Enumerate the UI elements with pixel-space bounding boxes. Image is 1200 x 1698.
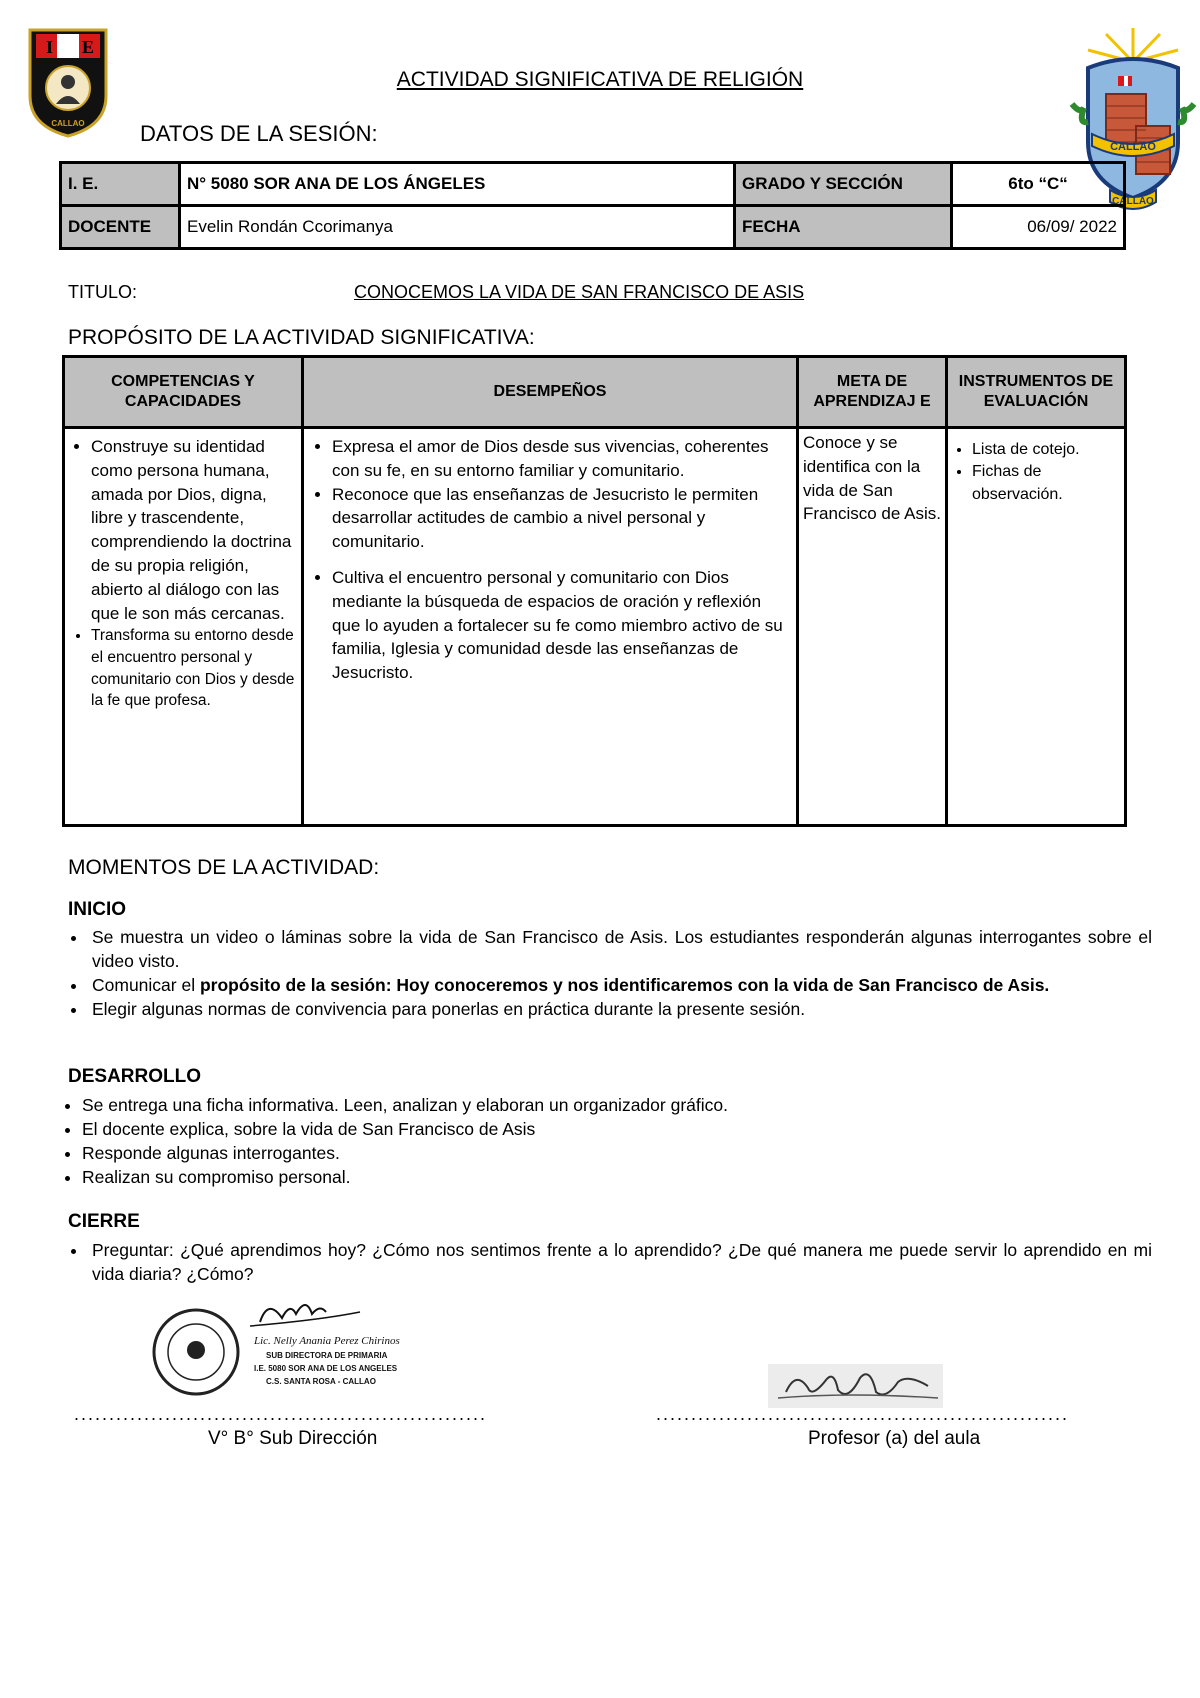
table-row — [61, 163, 1125, 206]
fecha-value: 06/09/ 2022 — [952, 206, 1125, 249]
list-item-text: Comunicar el — [92, 975, 200, 996]
momentos-heading: MOMENTOS DE LA ACTIVIDAD: — [68, 856, 380, 879]
table-header-row — [64, 357, 1126, 428]
list-item: • Se entrega una ficha informativa. Leen, analizan y elaboran un organizador gráfico. — [82, 1093, 1146, 1117]
svg-text:C.S. SANTA ROSA - CALLAO: C.S. SANTA ROSA - CALLAO — [266, 1377, 376, 1386]
ie-label: I. E. — [61, 163, 180, 206]
inicio-list — [68, 925, 1152, 1022]
ie-value: N° 5080 SOR ANA DE LOS ÁNGELES — [180, 163, 735, 206]
list-item: • Transforma su entorno desde el encuentro personal y comunitario con Dios y desde la fe que profesa. — [91, 625, 297, 712]
sub-direccion-label: V° B° Sub Dirección — [208, 1428, 378, 1449]
list-item: • Fichas de observación. — [972, 461, 1120, 506]
svg-text:CALLAO: CALLAO — [51, 119, 85, 128]
cierre-list — [68, 1238, 1152, 1286]
purpose-statement: propósito de la sesión: Hoy conoceremos y nos identificaremos con la vida de San Francisco de Asis. — [199, 975, 1050, 996]
header-instrumentos: INSTRUMENTOS DE EVALUACIÓN — [947, 357, 1126, 428]
list-item: • Cultiva el encuentro personal y comunitario con Dios mediante la búsqueda de espacios de oración y reflexión que lo ayuden a fortalecer su fe como miembro activo de su familia, Iglesia y comunidad desde las enseñanzas de Jesucristo. — [332, 566, 792, 685]
svg-text:Lic. Nelly Anania Perez Chirin: Lic. Nelly Anania Perez Chirinos — [254, 1335, 400, 1347]
desempenos-cell — [303, 428, 798, 826]
list-item — [88, 973, 1152, 997]
desarrollo-heading: DESARROLLO — [68, 1066, 201, 1087]
docente-value: Evelin Rondán Ccorimanya — [180, 206, 735, 249]
titulo-label: TITULO: — [68, 282, 138, 302]
svg-text:SUB DIRECTORA DE PRIMARIA: SUB DIRECTORA DE PRIMARIA — [266, 1351, 388, 1360]
list-item: • El docente explica, sobre la vida de San Francisco de Asis — [82, 1117, 1146, 1141]
svg-text:I: I — [46, 37, 54, 57]
svg-text:CALLAO: CALLAO — [1112, 196, 1154, 207]
inicio-heading: INICIO — [68, 899, 127, 920]
header-meta: META DE APRENDIZAJ E — [798, 357, 947, 428]
table-row — [64, 428, 1126, 826]
signature-line-left: ........................................................... — [74, 1404, 488, 1424]
instrumentos-cell — [947, 428, 1126, 826]
header-competencias: COMPETENCIAS Y CAPACIDADES — [64, 357, 303, 428]
list-item: • Expresa el amor de Dios desde sus vivencias, coherentes con su fe, en su entorno familiar y comunitario. — [332, 435, 792, 483]
document-title: ACTIVIDAD SIGNIFICATIVA DE RELIGIÓN — [396, 68, 804, 91]
official-stamp-signature — [150, 1292, 420, 1402]
proposito-table — [62, 355, 1127, 827]
profesor-label: Profesor (a) del aula — [808, 1428, 981, 1449]
competencias-cell — [64, 428, 303, 826]
list-item: • Se muestra un video o láminas sobre la vida de San Francisco de Asis. Los estudiantes responderán algunas interrogantes sobre el video visto. — [88, 925, 1152, 973]
list-item: • Preguntar: ¿Qué aprendimos hoy? ¿Cómo nos sentimos frente a lo aprendido? ¿De qué manera me puede servir lo aprendido en mi vida diaria? ¿Cómo? — [88, 1238, 1152, 1286]
svg-text:E: E — [82, 37, 95, 57]
desarrollo-list — [68, 1093, 1146, 1190]
section-title-datos: DATOS DE LA SESIÓN: — [140, 121, 378, 146]
titulo-value: CONOCEMOS LA VIDA DE SAN FRANCISCO DE ASIS — [354, 282, 805, 302]
list-item: • Realizan su compromiso personal. — [82, 1165, 1146, 1189]
meta-cell: Conoce y se identifica con la vida de San Francisco de Asis. — [798, 428, 947, 826]
svg-text:CALLAO: CALLAO — [1110, 141, 1156, 153]
fecha-label: FECHA — [735, 206, 952, 249]
session-data-table — [59, 161, 1126, 250]
proposito-heading: PROPÓSITO DE LA ACTIVIDAD SIGNIFICATIVA: — [68, 326, 535, 349]
list-item: • Responde algunas interrogantes. — [82, 1141, 1146, 1165]
table-row — [61, 206, 1125, 249]
grado-label: GRADO Y SECCIÓN — [735, 163, 952, 206]
list-item: • Construye su identidad como persona humana, amada por Dios, digna, libre y trascendente, comprendiendo la doctrina de su propia religión, abierto al diálogo con las que le son más cercanas. — [91, 435, 297, 625]
cierre-heading: CIERRE — [68, 1211, 140, 1232]
list-item: • Reconoce que las enseñanzas de Jesucristo le permiten desarrollar actitudes de cambio a nivel personal y comunitario. — [332, 483, 792, 554]
header-desempenos: DESEMPEÑOS — [303, 357, 798, 428]
grado-value: 6to “C“ — [952, 163, 1125, 206]
signature-line-right: ........................................................... — [656, 1404, 1070, 1424]
list-item: • Elegir algunas normas de convivencia para ponerlas en práctica durante la presente sesión. — [88, 997, 1152, 1021]
svg-text:I.E. 5080 SOR ANA DE LOS ANGEL: I.E. 5080 SOR ANA DE LOS ANGELES — [254, 1364, 398, 1373]
list-item: • Lista de cotejo. — [972, 439, 1120, 461]
docente-label: DOCENTE — [61, 206, 180, 249]
teacher-signature — [768, 1362, 948, 1410]
